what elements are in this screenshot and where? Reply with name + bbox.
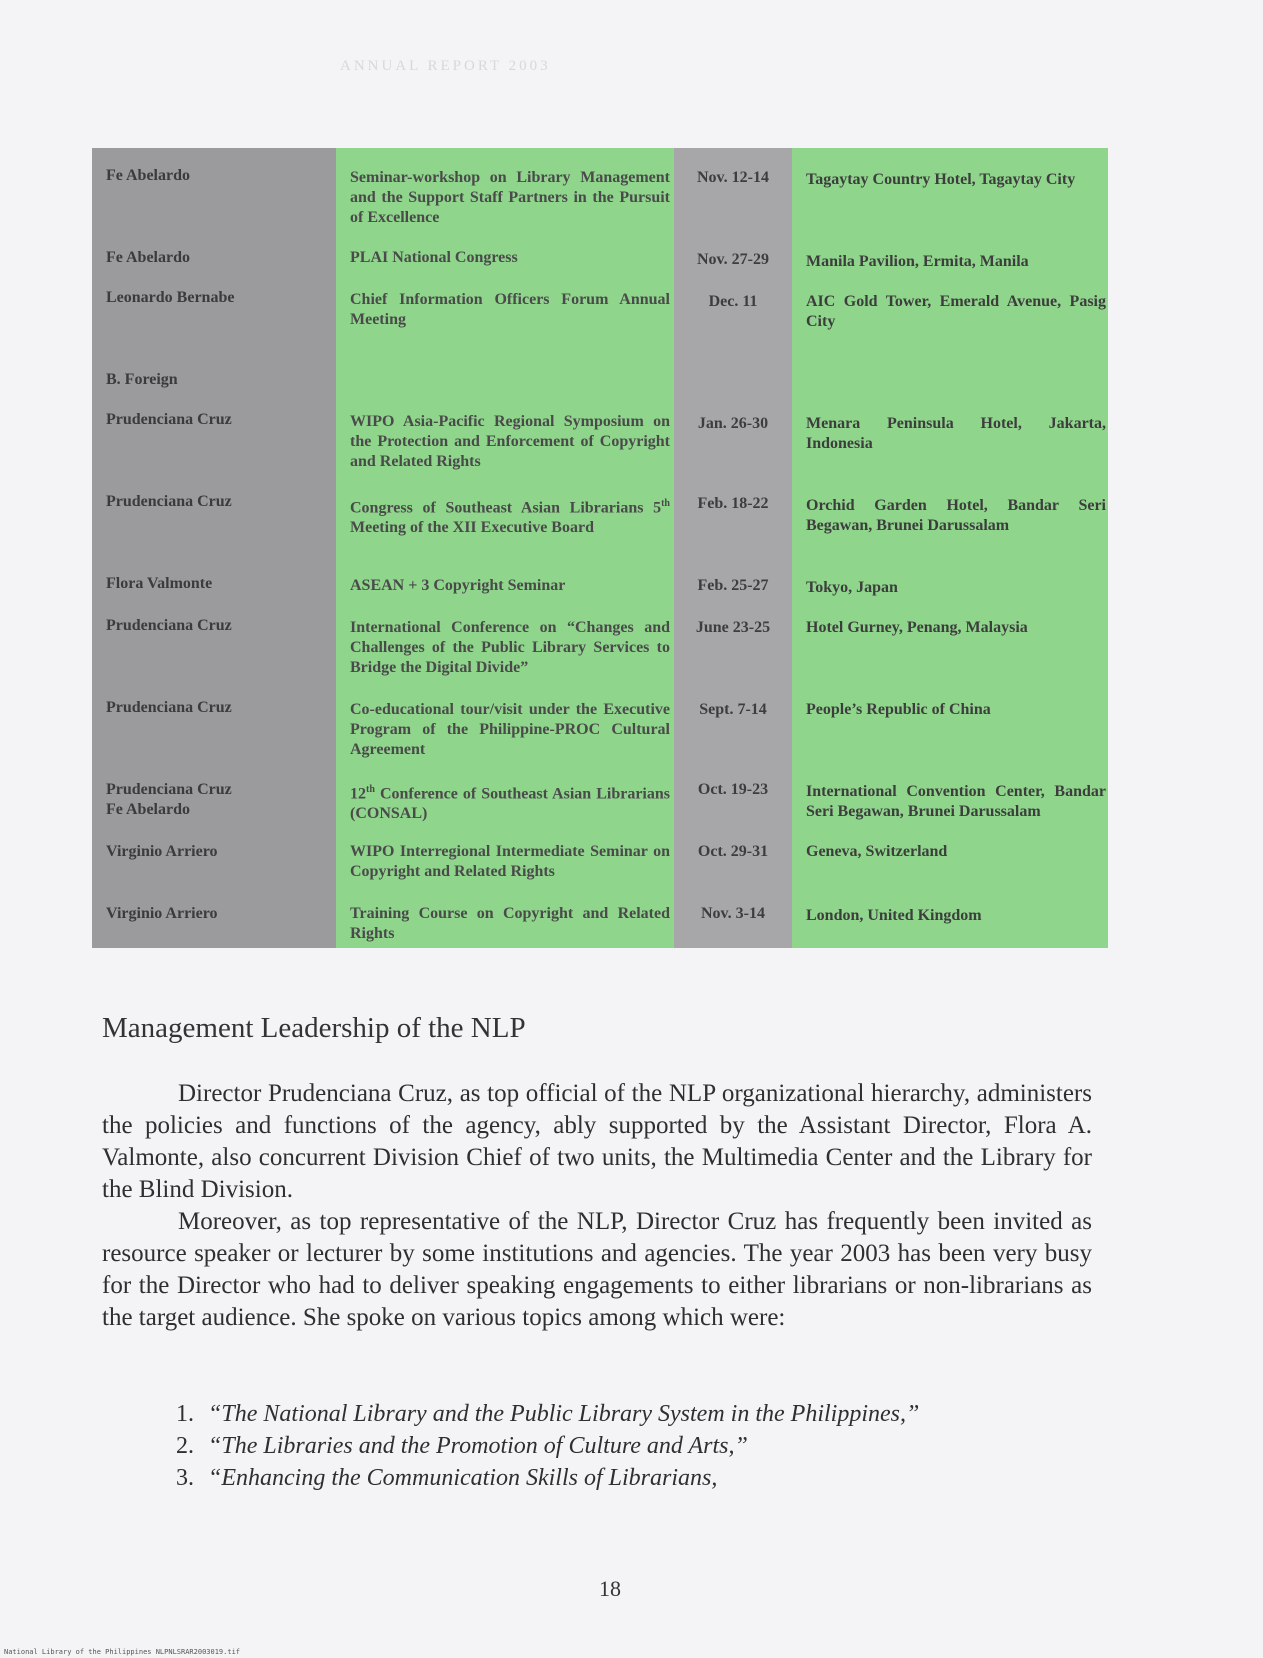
list-item-number: 1. xyxy=(176,1401,194,1427)
activity-table xyxy=(92,148,1108,948)
row-title: WIPO Interregional Intermediate Seminar on Copyright and Related Rights xyxy=(350,843,670,880)
scan-footer: National Library of the Philippines NLPNLSRAR2003019.tif xyxy=(4,1648,241,1656)
row-title: Co-educational tour/visit under the Executive Program of the Philippine-PROC Cultural Agreement xyxy=(350,701,670,758)
row-date: Nov. 27-29 xyxy=(697,251,769,268)
row-title: 12th Conference of Southeast Asian Librarians (CONSAL) xyxy=(350,784,670,823)
row-date: Dec. 11 xyxy=(708,293,758,310)
row-venue: People’s Republic of China xyxy=(806,701,991,718)
row-title: WIPO Asia-Pacific Regional Symposium on the Protection and Enforcement of Copyright and Related Rights xyxy=(350,413,670,470)
row-venue: Geneva, Switzerland xyxy=(806,843,948,860)
row-title: Seminar-workshop on Library Management and the Support Staff Partners in the Pursuit of Excellence xyxy=(350,169,670,226)
section-heading: Management Leadership of the NLP xyxy=(102,1012,526,1044)
row-name: Prudenciana Cruz xyxy=(106,699,232,716)
paragraph-2: Moreover, as top representative of the NLP, Director Cruz has frequently been invited as resource speaker or lecturer by some institutions and agencies. The year 2003 has been very busy for the Director who had to deliver speaking engagements to either librarians or non-librarians as the target audience. She spoke on various topics among which were: xyxy=(102,1208,1092,1331)
row-name: Virginio Arriero xyxy=(106,843,218,860)
row-title: Congress of Southeast Asian Librarians 5th Meeting of the XII Executive Board xyxy=(350,498,670,537)
row-date: Feb. 18-22 xyxy=(697,495,769,512)
list-item-text: “The Libraries and the Promotion of Culture and Arts,” xyxy=(208,1433,748,1459)
row-title: International Conference on “Changes and Challenges of the Public Library Services to Bridge the Digital Divide” xyxy=(350,619,670,676)
row-venue: Menara Peninsula Hotel, Jakarta, Indonesia xyxy=(806,415,1106,452)
row-name: Fe Abelardo xyxy=(106,249,190,266)
row-title: ASEAN + 3 Copyright Seminar xyxy=(350,577,566,594)
title-column-bg xyxy=(336,148,674,948)
row-date: Feb. 25-27 xyxy=(697,577,769,594)
row-name: Prudenciana Cruz xyxy=(106,411,232,428)
row-venue: Manila Pavilion, Ermita, Manila xyxy=(806,253,1029,270)
row-name: Flora Valmonte xyxy=(106,575,213,592)
row-name: Prudenciana Cruz xyxy=(106,493,232,510)
row-venue: International Convention Center, Bandar Seri Begawan, Brunei Darussalam xyxy=(806,783,1106,820)
row-title: PLAI National Congress xyxy=(350,249,518,266)
name-column-bg xyxy=(92,148,336,948)
row-name: Fe Abelardo xyxy=(106,167,190,184)
row-title: Chief Information Officers Forum Annual Meeting xyxy=(350,291,670,328)
row-venue: Orchid Garden Hotel, Bandar Seri Begawan, Brunei Darussalam xyxy=(806,497,1106,534)
row-name: Prudenciana Cruz xyxy=(106,781,232,798)
row-name: Virginio Arriero xyxy=(106,905,218,922)
list-item-number: 2. xyxy=(176,1433,194,1459)
row-name: Leonardo Bernabe xyxy=(106,289,235,306)
page-number: 18 xyxy=(599,1576,621,1601)
faint-page-header: ANNUAL REPORT 2003 xyxy=(340,58,551,74)
row-date: Oct. 19-23 xyxy=(697,781,769,798)
row-name: Fe Abelardo xyxy=(106,801,190,818)
list-item-text: “The National Library and the Public Library System in the Philippines,” xyxy=(208,1401,920,1427)
row-venue: London, United Kingdom xyxy=(806,907,982,924)
row-title: Training Course on Copyright and Related Rights xyxy=(350,905,670,942)
row-date: Sept. 7-14 xyxy=(699,701,767,718)
row-venue: AIC Gold Tower, Emerald Avenue, Pasig City xyxy=(806,293,1106,330)
section-label-foreign: B. Foreign xyxy=(106,371,178,388)
list-item-text: “Enhancing the Communication Skills of Librarians, xyxy=(208,1465,718,1491)
row-venue: Tokyo, Japan xyxy=(806,579,898,596)
row-venue: Tagaytay Country Hotel, Tagaytay City xyxy=(806,171,1076,188)
row-venue: Hotel Gurney, Penang, Malaysia xyxy=(806,619,1028,636)
list-item xyxy=(176,1462,919,1494)
row-date: June 23-25 xyxy=(695,619,771,636)
row-date: Jan. 26-30 xyxy=(697,415,769,432)
list-item-number: 3. xyxy=(176,1465,194,1491)
list-item xyxy=(176,1398,919,1430)
row-date: Nov. 3-14 xyxy=(701,905,765,922)
row-date: Oct. 29-31 xyxy=(697,843,769,860)
row-date: Nov. 12-14 xyxy=(697,169,769,186)
paragraph-1: Director Prudenciana Cruz, as top official of the NLP organizational hierarchy, administers the policies and functions of the agency, ably supported by the Assistant Director, Flora A. Valmonte, also concurrent Division Chief of two units, the Multimedia Center and the Library for the Blind Division. xyxy=(102,1080,1092,1203)
topics-list xyxy=(176,1398,919,1494)
row-name: Prudenciana Cruz xyxy=(106,617,232,634)
list-item xyxy=(176,1430,919,1462)
